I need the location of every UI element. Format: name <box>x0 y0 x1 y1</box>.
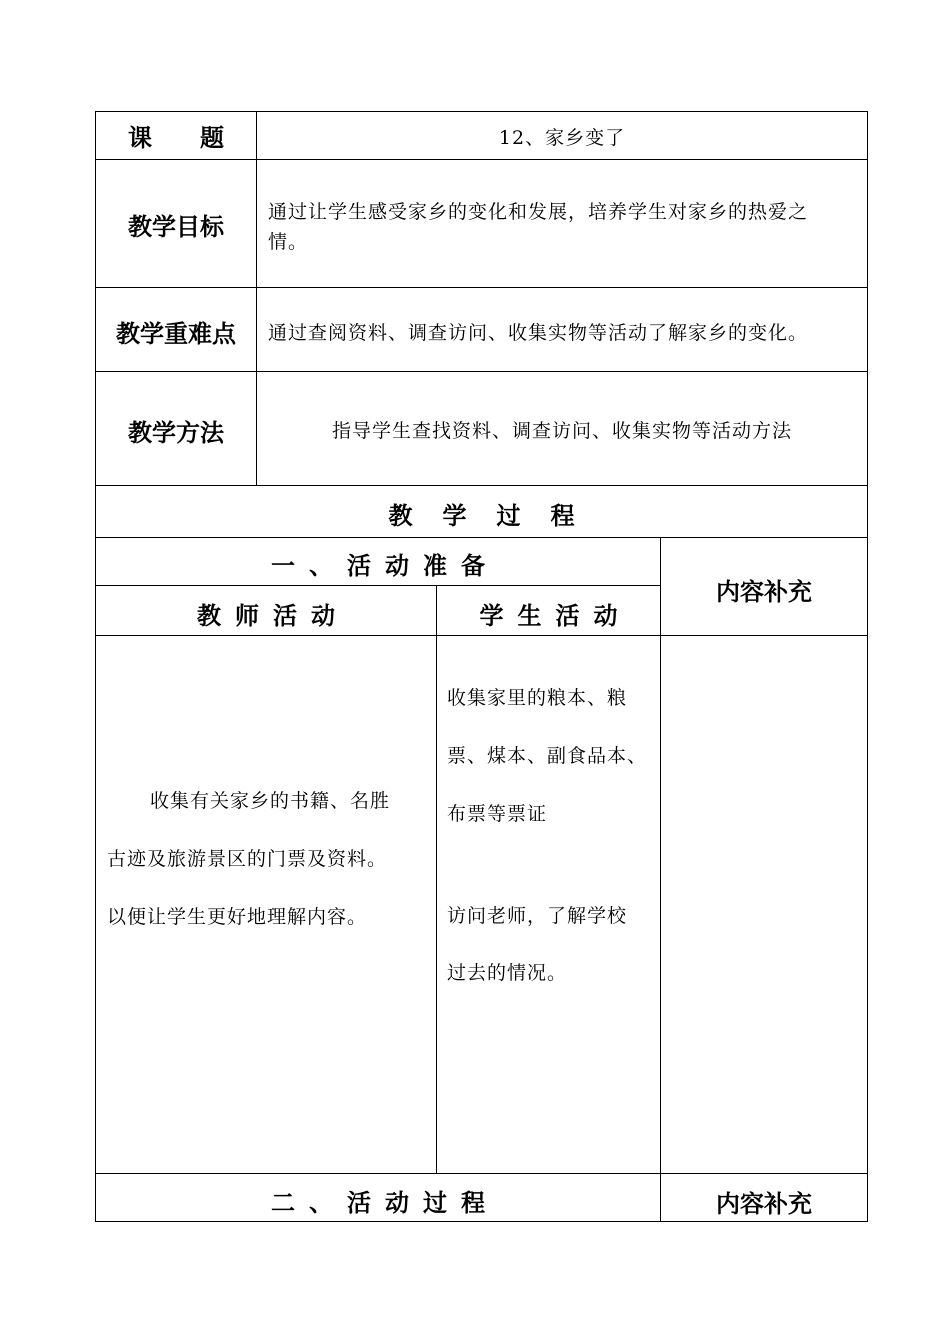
teacher-student-divider <box>436 585 437 1174</box>
supplement-header: 内容补充 <box>716 578 812 606</box>
row-divider <box>95 585 660 586</box>
row-divider <box>95 1173 868 1174</box>
topic-label: 课 题 <box>128 124 224 152</box>
student-activity-line: 访问老师，了解学校 <box>447 905 628 927</box>
supplement-header-2: 内容补充 <box>716 1190 812 1218</box>
row-divider <box>95 485 868 486</box>
teacher-activity-line: 以便让学生更好地理解内容。 <box>107 906 368 928</box>
teacher-activity-header: 教师活动 <box>197 602 349 630</box>
row-divider <box>95 537 868 538</box>
goal-text-line2: 情。 <box>268 231 309 253</box>
teacher-activity-line: 收集有关家乡的书籍、名胜 <box>150 790 391 812</box>
section2-title: 二、活动过程 <box>271 1189 499 1217</box>
table-border-right <box>867 111 868 1222</box>
method-label: 教学方法 <box>128 419 224 447</box>
row-divider <box>95 287 868 288</box>
table-border-top <box>95 111 868 112</box>
table-border-left <box>95 111 96 1222</box>
student-activity-line: 票、煤本、副食品本、 <box>447 745 648 767</box>
process-title: 教学过程 <box>388 502 605 530</box>
table-border-bottom <box>95 1221 868 1222</box>
student-activity-line: 布票等票证 <box>447 803 548 825</box>
method-text: 指导学生查找资料、调查访问、收集实物等活动方法 <box>331 420 792 442</box>
student-activity-line: 收集家里的粮本、粮 <box>447 687 628 709</box>
row-divider <box>95 371 868 372</box>
goal-text-line1: 通过让学生感受家乡的变化和发展，培养学生对家乡的热爱之 <box>268 201 809 223</box>
supplement-column-divider <box>660 537 661 1174</box>
student-activity-line: 过去的情况。 <box>447 962 568 984</box>
goal-label: 教学目标 <box>128 213 224 241</box>
key-points-label: 教学重难点 <box>116 320 236 348</box>
section1-title: 一、活动准备 <box>271 552 499 580</box>
teacher-activity-line: 古迹及旅游景区的门票及资料。 <box>107 848 388 870</box>
student-activity-header: 学生活动 <box>479 602 632 630</box>
topic-value: 12、家乡变了 <box>498 127 626 149</box>
row-divider <box>95 635 868 636</box>
key-points-text: 通过查阅资料、调查访问、收集实物等活动了解家乡的变化。 <box>268 322 809 344</box>
row-divider <box>95 159 868 160</box>
